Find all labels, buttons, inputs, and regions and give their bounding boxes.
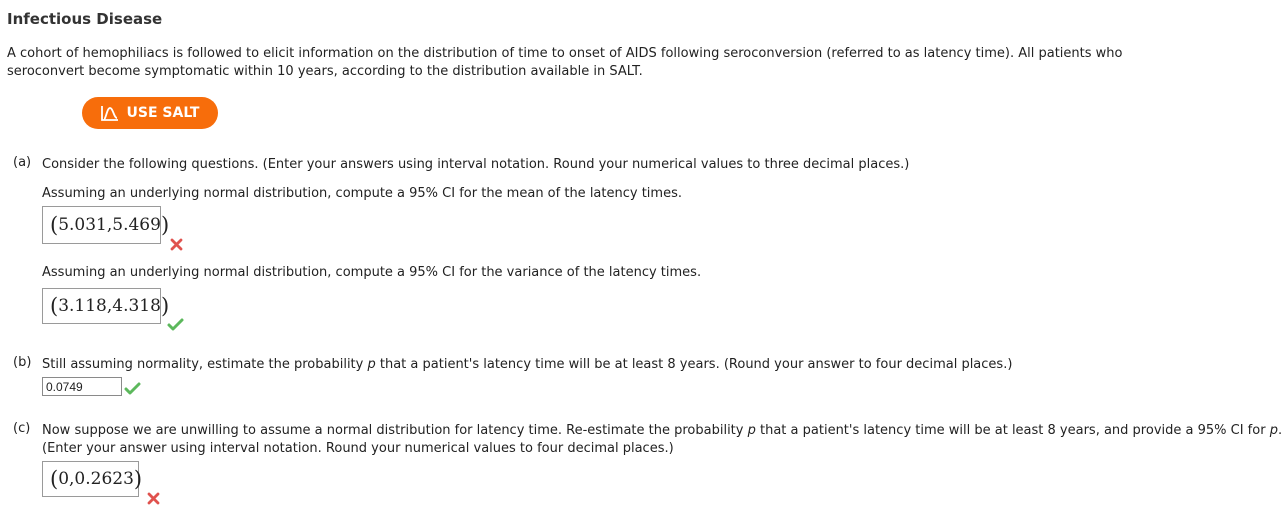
part-b-text-1: Still assuming normality, estimate the probability: [42, 357, 368, 372]
part-a-question-2: Assuming an underlying normal distribution, compute a 95% CI for the variance of the latency times.: [42, 265, 702, 280]
use-salt-label: USE SALT: [126, 105, 200, 121]
var-p: p: [747, 423, 756, 438]
x-icon: [147, 492, 160, 505]
open-paren: (: [50, 293, 59, 318]
part-c-label: (c): [13, 421, 31, 436]
part-c-question-line-1: [42, 421, 1282, 440]
part-b-label: (b): [13, 355, 32, 370]
open-paren: (: [50, 466, 59, 491]
close-paren: ): [160, 212, 170, 237]
problem-intro: A cohort of hemophiliacs is followed to elicit information on the distribution of time to onset of AIDS following seroconversion (referred to as latency time). All patients who seroconvert become symptomatic within 10 years, according to the distribution available in SALT.: [7, 46, 1123, 79]
close-paren: ): [133, 466, 143, 491]
answer-a1-value: 5.031,5.469: [58, 215, 161, 235]
answer-b-input[interactable]: 0.0749: [42, 377, 122, 396]
use-salt-button[interactable]: [82, 97, 218, 129]
answer-c-value: 0,0.2623: [58, 469, 134, 489]
var-p: p: [367, 357, 376, 372]
var-p: p: [1269, 423, 1278, 438]
close-paren: ): [160, 293, 170, 318]
check-icon: [124, 382, 141, 395]
check-icon: [167, 318, 184, 331]
part-c-text-1: Now suppose we are unwilling to assume a normal distribution for latency time. Re-estimate the probability: [42, 423, 748, 438]
part-c-text-3: .: [1277, 423, 1282, 438]
answer-a2-field[interactable]: [42, 288, 170, 324]
page-title: Infectious Disease: [7, 10, 163, 28]
part-a-instruction: Consider the following questions. (Enter your answers using interval notation. Round your numerical values to three decimal places.): [42, 157, 910, 172]
answer-c-field[interactable]: [42, 461, 143, 497]
x-icon: [170, 238, 183, 251]
part-c-question-line-2: (Enter your answer using interval notation. Round your numerical values to four decimal places.): [42, 441, 674, 456]
part-b-text-2: that a patient's latency time will be at least 8 years. (Round your answer to four decimal places.): [375, 357, 1013, 372]
part-c-text-2: that a patient's latency time will be at least 8 years, and provide a 95% CI for: [755, 423, 1270, 438]
answer-a2-value: 3.118,4.318: [58, 296, 161, 316]
part-a-question-1: Assuming an underlying normal distribution, compute a 95% CI for the mean of the latency times.: [42, 186, 682, 201]
salt-chart-icon: [101, 105, 119, 121]
answer-a1-field[interactable]: [42, 206, 170, 244]
open-paren: (: [50, 212, 59, 237]
part-b-question: [42, 355, 1012, 374]
part-a-label: (a): [13, 155, 32, 170]
